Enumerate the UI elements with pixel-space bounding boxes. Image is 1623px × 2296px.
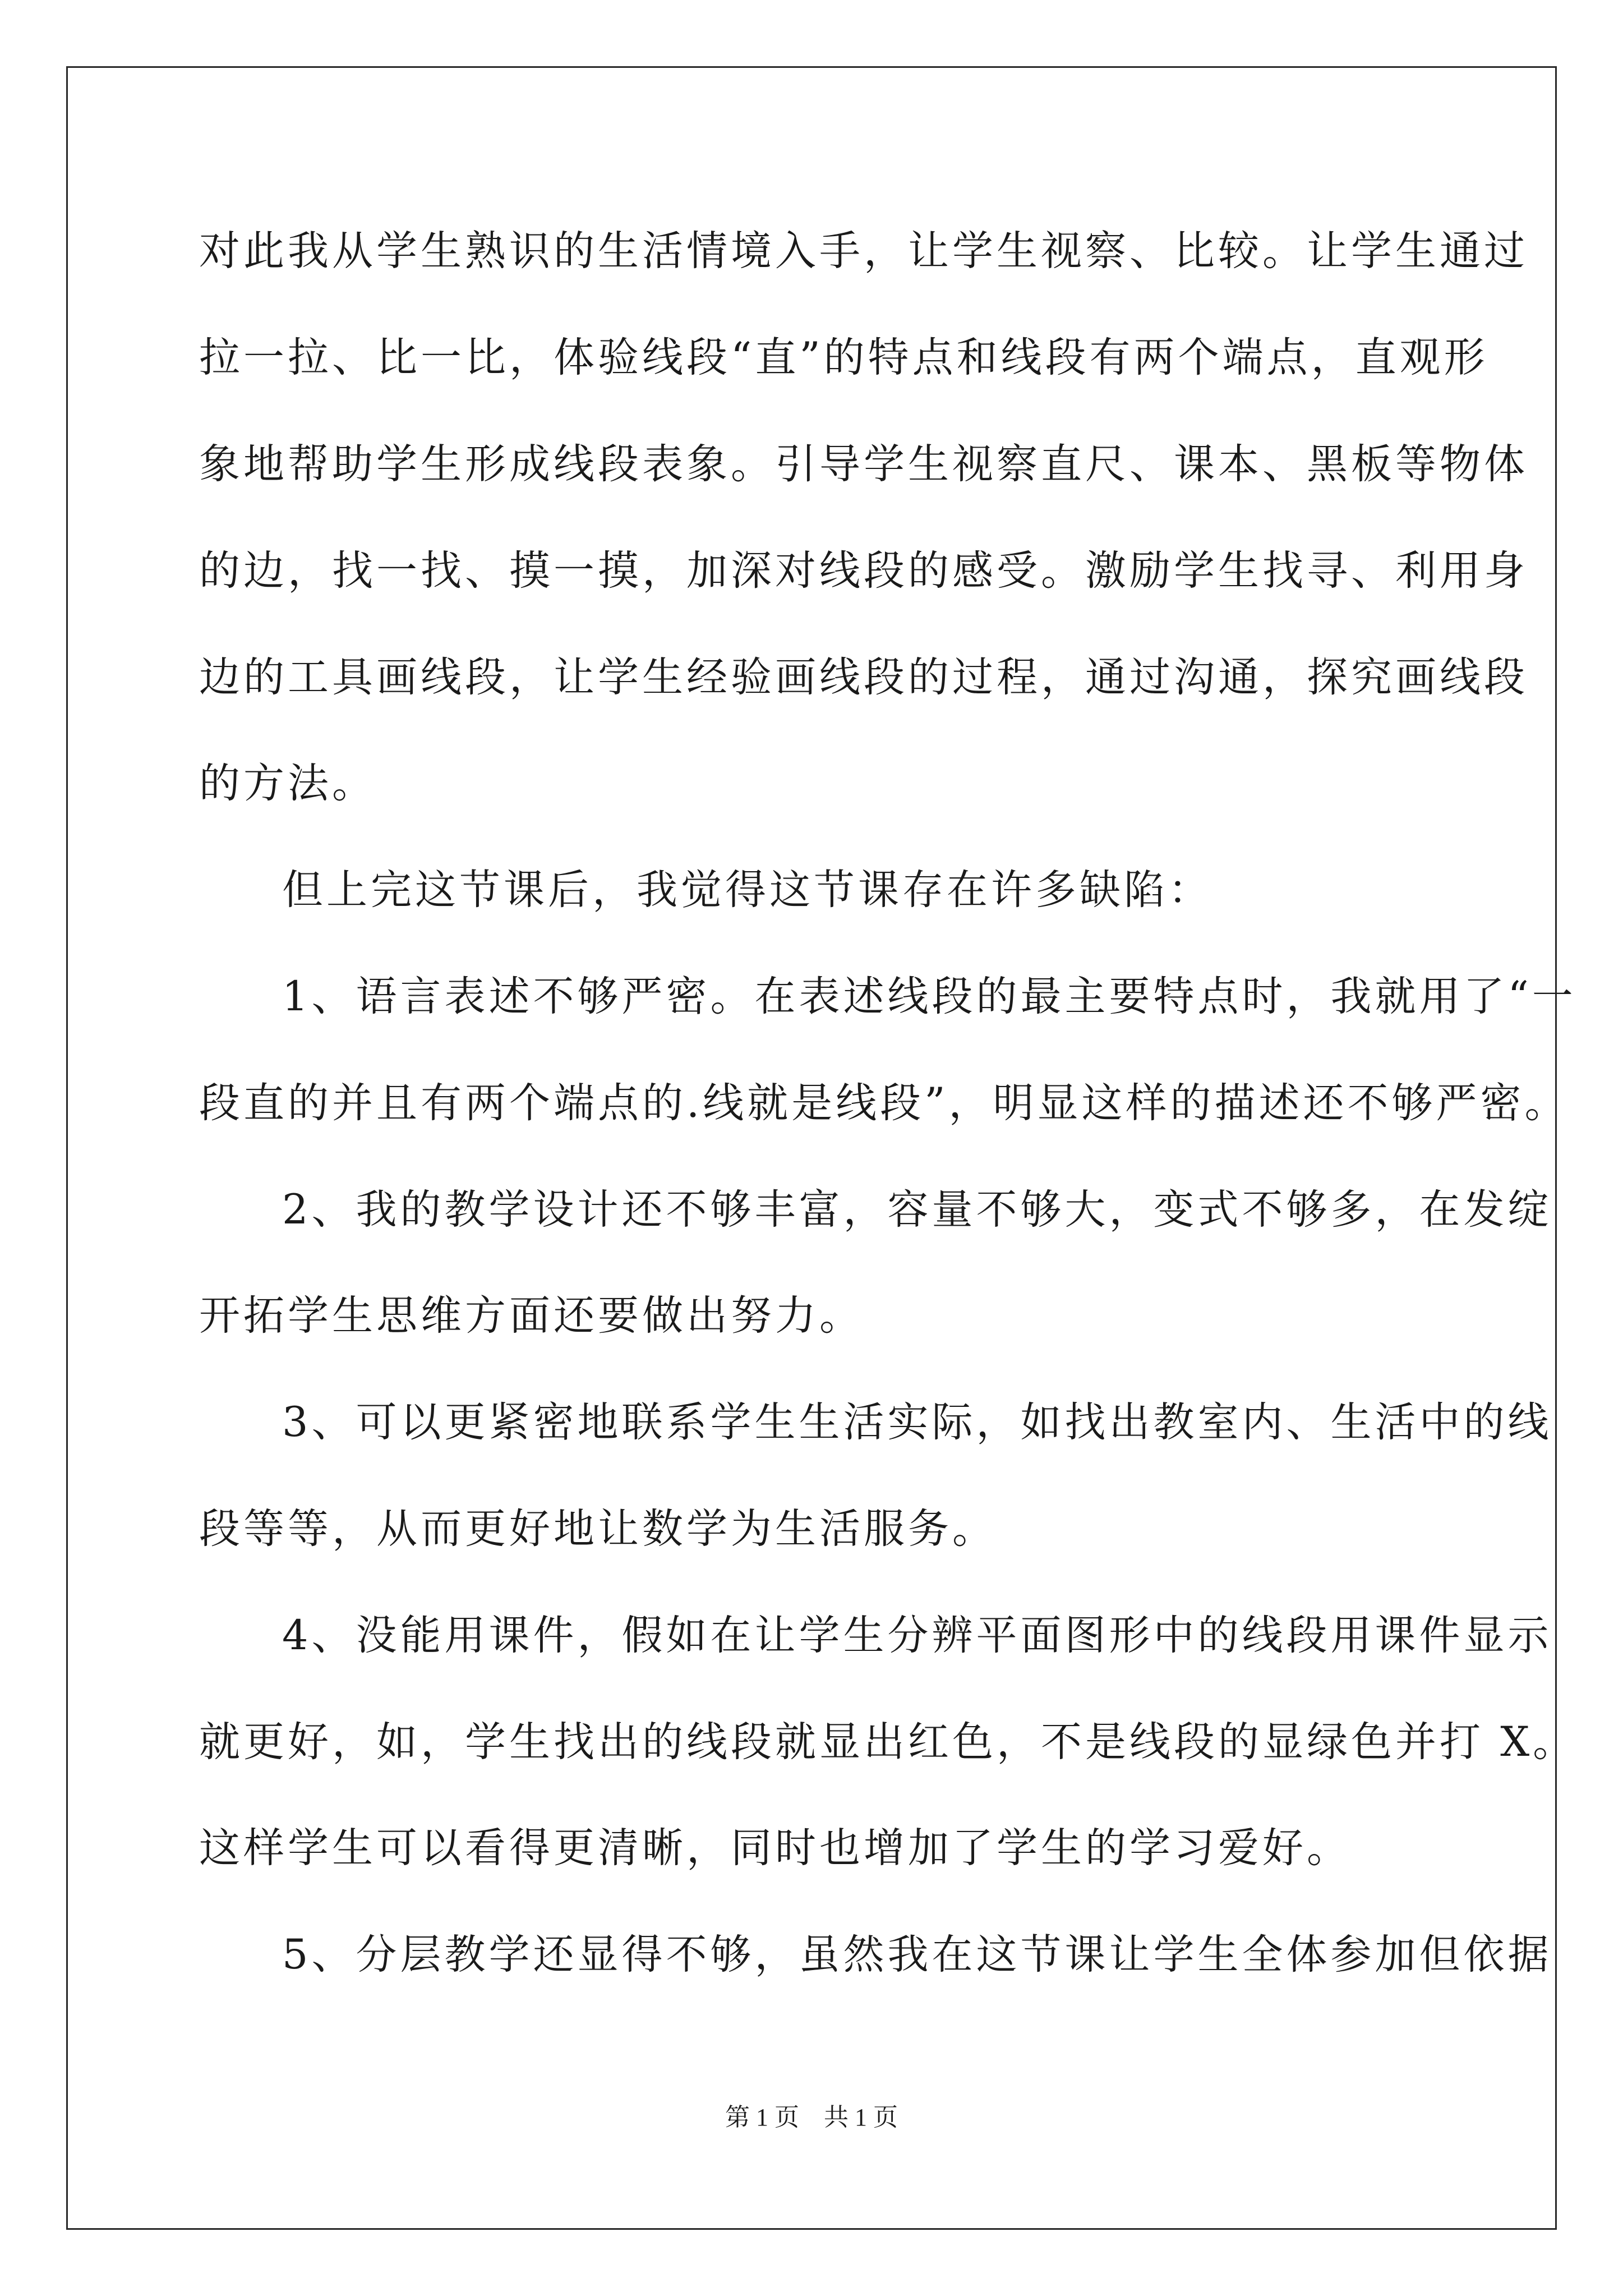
text-line: 的方法。 xyxy=(199,760,376,807)
text-line: 边的工具画线段，让学生经验画线段的过程，通过沟通，探究画线段 xyxy=(199,654,1528,701)
text-line: 段直的并且有两个端点的.线就是线段”，明显这样的描述还不够严密。 xyxy=(199,1079,1569,1127)
text-line: 5、分层教学还显得不够，虽然我在这节课让学生全体参加但依据 xyxy=(282,1931,1552,1978)
text-line: 2、我的教学设计还不够丰富，容量不够大，变式不够多，在发绽 xyxy=(282,1186,1552,1234)
text-line: 拉一拉、比一比，体验线段“直”的特点和线段有两个端点，直观形 xyxy=(199,334,1488,381)
text-line: 1、语言表述不够严密。在表述线段的最主要特点时，我就用了“一 xyxy=(282,973,1576,1020)
page-footer xyxy=(0,2101,1623,2134)
text-line: 就更好，如，学生找出的线段就显出红色，不是线段的显绿色并打 X。 xyxy=(199,1718,1578,1766)
text-line: 3、可以更紧密地联系学生生活实际，如找出教室内、生活中的线 xyxy=(282,1398,1552,1446)
page-number: 第 1 页 xyxy=(725,2104,799,2131)
page-total: 共 1 页 xyxy=(824,2104,898,2131)
page-border xyxy=(66,66,1557,2230)
text-line: 开拓学生思维方面还要做出努力。 xyxy=(199,1292,864,1340)
text-line: 这样学生可以看得更清晰，同时也增加了学生的学习爱好。 xyxy=(199,1824,1351,1872)
text-line: 4、没能用课件，假如在让学生分辨平面图形中的线段用课件显示 xyxy=(282,1612,1552,1659)
text-line: 对此我从学生熟识的生活情境入手，让学生视察、比较。让学生通过 xyxy=(199,227,1528,275)
text-line: 但上完这节课后，我觉得这节课存在许多缺陷： xyxy=(282,866,1212,914)
text-line: 象地帮助学生形成线段表象。引导学生视察直尺、课本、黑板等物体 xyxy=(199,440,1528,488)
text-line: 的边，找一找、摸一摸，加深对线段的感受。激励学生找寻、利用身 xyxy=(199,547,1528,595)
text-line: 段等等，从而更好地让数学为生活服务。 xyxy=(199,1505,997,1553)
